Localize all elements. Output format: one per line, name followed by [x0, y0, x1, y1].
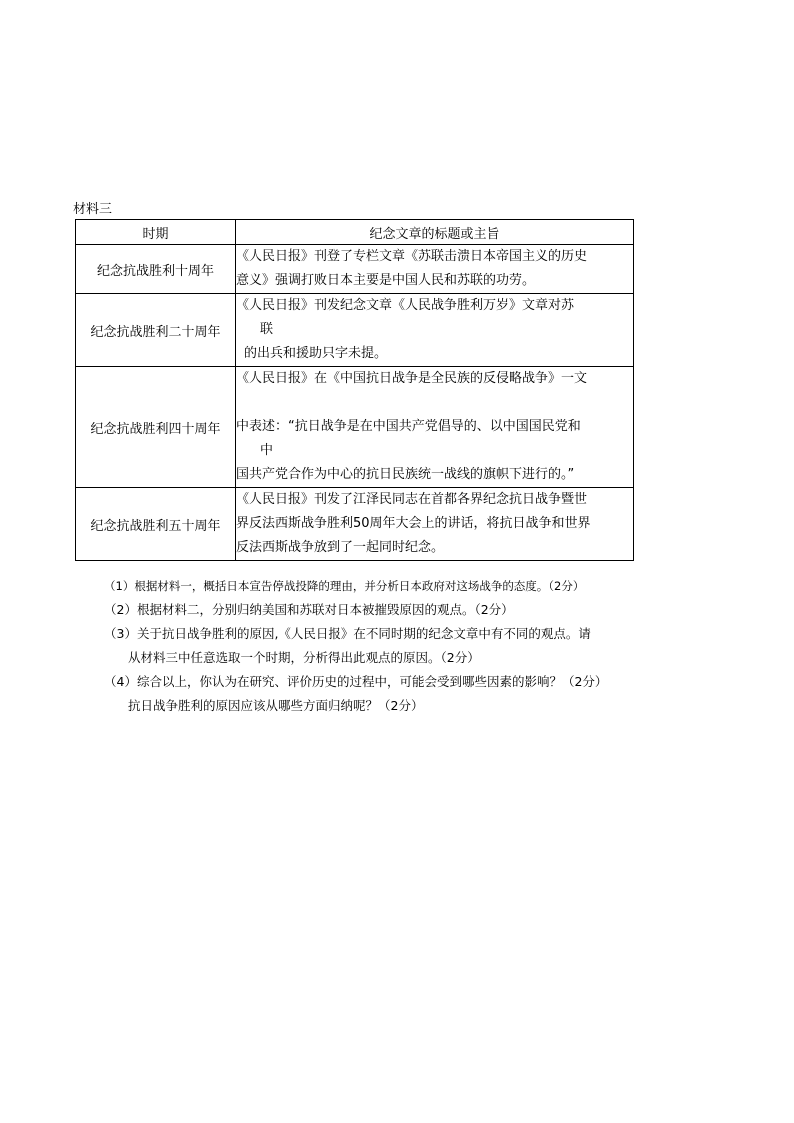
content-cell — [236, 488, 634, 561]
question-list — [104, 574, 704, 718]
content-line: 意义》强调打败日本主要是中国人民和苏联的功劳。 — [236, 273, 536, 288]
header-content: 纪念文章的标题或主旨 — [236, 220, 634, 245]
blank-line — [236, 391, 633, 415]
content-line: 反法西斯战争放到了一起同时纪念。 — [236, 540, 445, 555]
content-line: 中表述：“抗日战争是在中国共产党倡导的、以中国国民党和 — [236, 419, 581, 434]
question-3 — [104, 622, 704, 670]
content-line: 《人民日报》刊发了江泽民同志在首都各界纪念抗日战争暨世 — [236, 492, 588, 507]
period-cell: 纪念抗战胜利五十周年 — [76, 488, 236, 561]
content-line: 联 — [260, 322, 274, 337]
header-period: 时期 — [76, 220, 236, 245]
question-2: （2）根据材料二，分别归纳美国和苏联对日本被摧毁原因的观点。（2分） — [104, 602, 514, 617]
question-3-line-1: （3）关于抗日战争胜利的原因,《人民日报》在不同时期的纪念文章中有不同的观点。请 — [104, 626, 591, 641]
content-line: 国共产党合作为中心的抗日民族统一战线的旗帜下进行的。” — [236, 467, 575, 482]
period-cell: 纪念抗战胜利二十周年 — [76, 294, 236, 367]
table-row — [76, 245, 634, 294]
content-cell — [236, 245, 634, 294]
question-4 — [104, 670, 704, 718]
material-three-label: 材料三 — [73, 202, 113, 217]
content-line: 中 — [260, 443, 274, 458]
content-line: 界反法西斯战争胜利50周年大会上的讲话，将抗日战争和世界 — [236, 516, 591, 531]
content-line: 《人民日报》刊发纪念文章《人民战争胜利万岁》文章对苏 — [236, 298, 575, 313]
content-cell — [236, 294, 634, 367]
table-row — [76, 488, 634, 561]
content-line: 的出兵和援助只字未提。 — [244, 346, 388, 361]
question-1: （1）根据材料一，概括日本宣告停战投降的理由，并分析日本政府对这场战争的态度。（2分） — [104, 579, 585, 593]
content-line: 《人民日报》在《中国抗日战争是全民族的反侵略战争》一文 — [236, 371, 588, 386]
content-cell — [236, 367, 634, 488]
period-cell: 纪念抗战胜利十周年 — [76, 245, 236, 294]
table-row — [76, 294, 634, 367]
question-3-line-2: 从材料三中任意选取一个时期，分析得出此观点的原因。（2分） — [128, 650, 480, 665]
question-4-line-2: 抗日战争胜利的原因应该从哪些方面归纳呢？（2分） — [128, 698, 424, 713]
material-table — [75, 219, 634, 561]
question-4-line-1: （4）综合以上，你认为在研究、评价历史的过程中，可能会受到哪些因素的影响？（2分） — [104, 674, 608, 689]
table-row — [76, 367, 634, 488]
period-cell: 纪念抗战胜利四十周年 — [76, 367, 236, 488]
table-header-row — [76, 220, 634, 245]
content-line: 《人民日报》刊登了专栏文章《苏联击溃日本帝国主义的历史 — [236, 249, 588, 264]
